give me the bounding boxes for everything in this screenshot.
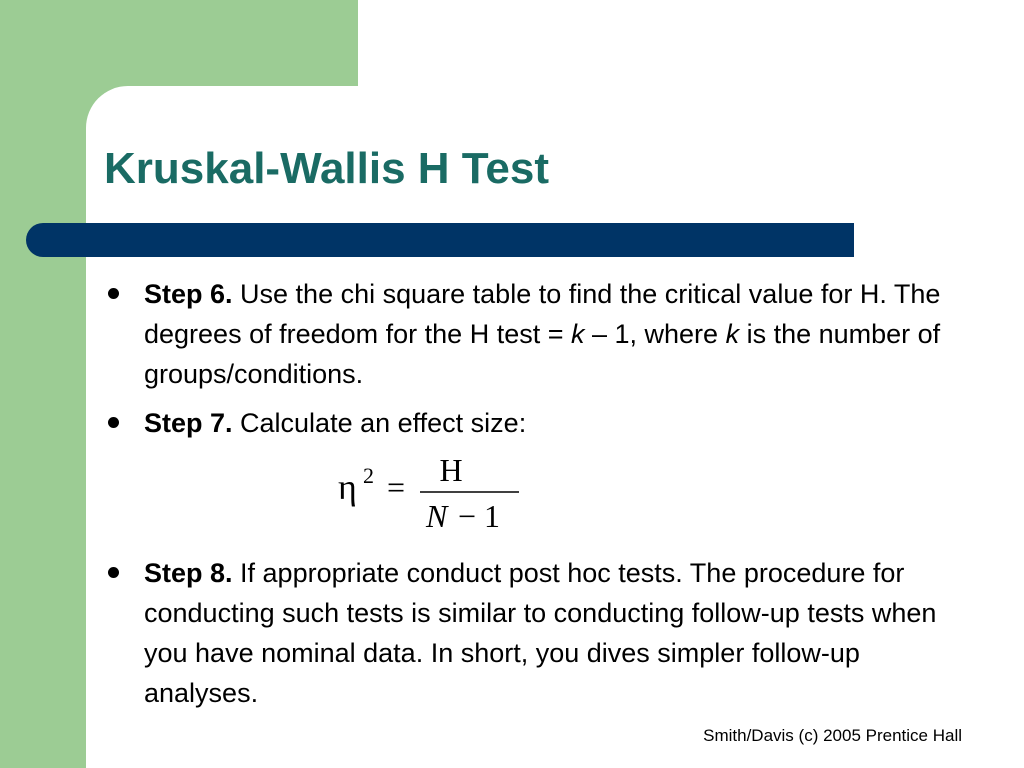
formula-exponent: 2 bbox=[363, 463, 374, 488]
formula-numerator: H bbox=[439, 452, 463, 488]
bullet-step-8 bbox=[104, 553, 944, 713]
formula-denominator-n: N bbox=[426, 498, 448, 534]
footer-credit: Smith/Davis (c) 2005 Prentice Hall bbox=[703, 726, 962, 745]
slide-title: Kruskal-Wallis H Test bbox=[104, 144, 550, 193]
title-underline-bar bbox=[26, 223, 854, 257]
bullet-dot-icon bbox=[108, 417, 119, 428]
bullet-list bbox=[104, 274, 984, 713]
step-6-label: Step 6. bbox=[144, 279, 233, 309]
bullet-step-7 bbox=[104, 403, 944, 545]
step-6-text-2: – 1, where bbox=[584, 319, 726, 349]
step-8-label: Step 8. bbox=[144, 558, 233, 588]
formula-eta: η bbox=[338, 467, 357, 507]
step-6-var-k-2: k bbox=[725, 319, 740, 349]
formula-svg bbox=[338, 451, 538, 541]
bullet-step-6 bbox=[104, 274, 944, 394]
formula-denominator-rest: − 1 bbox=[458, 498, 501, 534]
step-7-label: Step 7. bbox=[144, 408, 233, 438]
bullet-dot-icon bbox=[108, 567, 119, 578]
step-7-text: Calculate an effect size: bbox=[232, 408, 527, 438]
effect-size-formula bbox=[144, 443, 944, 545]
bullet-dot-icon bbox=[108, 288, 119, 299]
step-6-var-k: k bbox=[570, 319, 585, 349]
step-6-text-1: Use the chi square table to find the critical value for H. The degrees of freedom for the H test = bbox=[144, 279, 941, 349]
formula-equals: = bbox=[387, 469, 406, 505]
step-8-text: If appropriate conduct post hoc tests. The procedure for conducting such tests is similar to conducting follow-up tests when you have nominal data. In short, you dives simpler follow-up analyses. bbox=[144, 558, 937, 708]
step-6-text-3: is the number of groups/conditions. bbox=[144, 319, 941, 389]
